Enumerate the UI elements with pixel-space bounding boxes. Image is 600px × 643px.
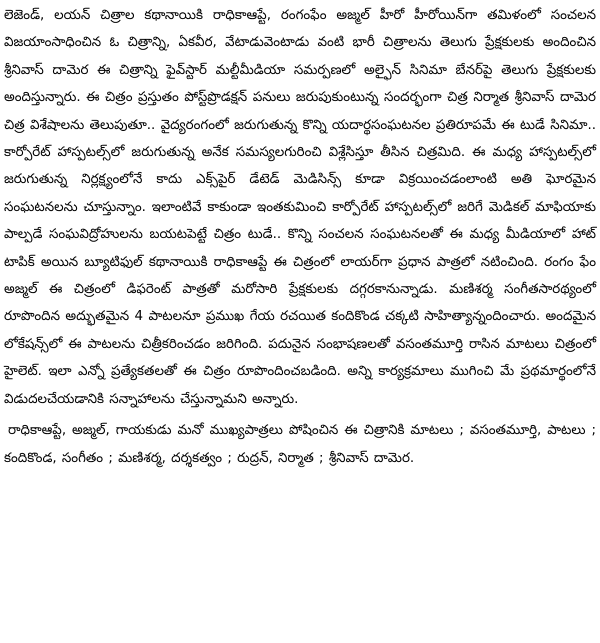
article-paragraph-credits: రాధికాఆప్టే, అజ్మల్, గాయకుడు మనో ముఖ్యపాత్రలు పోషించిన ఈ చిత్రానికి మాటలు ; వసంతమూర్తి, పాటలు ; కందికొండ, సంగీతం ; మణిశర్మ, దర్శకత్వం ; రుద్రన్, నిర్మాత ; శ్రీనివాస్ దామెర. [4, 423, 596, 466]
article-paragraph-main: లెజెండ్, లయన్ చిత్రాల కథానాయికి రాధికాఆప్టే, రంగంఫేం అజ్మల్ హీరో హీరోయిన్‌గా తమిళంలో సంచలన విజయాంసాధించిన ఓ చిత్రాన్ని, ఏకవీర, వేటాడువెంటాడు వంటి భారీ చిత్రాలను తెలుగు ప్రేక్షకులకు అందించిన శ్రీనివాస్ దామెర ఈ చిత్రాన్ని ఫైవ్‌స్టార్ మల్టీమీడియా సమర్పణలో అల్ఫైన్ సినిమా బేనర్‌పై తెలుగు ప్రేక్షకులకు అందిస్తున్నారు. ఈ చిత్రం ప్రస్తుతం పోస్ట్‌ప్రొడక్షన్ పనులు జరుపుకుంటున్న సందర్భంగా చిత్ర నిర్మాత శ్రీనివాస్ దామెర చిత్ర విశేషాలను తెలుపుతూ.. వైద్యరంగంలో జరుగుతున్న కొన్ని యదార్థసంఘటనల ప్రతిరూపమే ఈ టుడే సినిమా.. కార్పోరేట్ హాస్పటల్స్‌లో జరుగుతున్న అనేక సమస్యలగురించి విశ్లేసిస్తూ తీసిన చిత్రమిది. ఈ మధ్య హాస్పటల్స్‌లో జరుగుతున్న నిర్లక్ష్యంలోనే కాదు ఎక్స్‌పైర్ డేటెడ్ మెడిసిన్స్ కూడా విక్రయించడంలాంటి అతి ఘోరమైన సంఘటనలను చూస్తున్నాం. ఇలాంటివే కాకుండా ఇంతకుమించి కార్పోరేట్ హాస్పటల్స్‌లో జరిగే మెడికల్ మాఫియాకు పాల్పడే సంఘవిద్రోహులను బయటపెట్టే చిత్రం టుడే.. కొన్ని సంచలన సంఘటనలతో ఈ మధ్య మీడియాలో హాట్ టాపిక్ అయిన బ్యూటిఫుల్ కథానాయికి రాధికాఆప్టే ఈ చిత్రంలో లాయర్‌గా ప్రధాన పాత్రలో నటించింది. రంగం ఫేం అజ్మల్ ఈ చిత్రంలో డిఫరెంట్ పాత్రతో మరోసారి ప్రేక్షకులకు దగ్గరకానున్నాడు. మణిశర్మ సంగీతసారథ్యంలో రూపొందిన అద్భుతమైన 4 పాటలనూ ప్రముఖ గేయ రచయిత కందికొండ చక్కటి సాహిత్యాన్నందించారు. అందమైన లోకేషన్స్‌లో ఈ పాటలను చిత్రీకరించడం జరిగింది. పదునైన సంభాషణలతో వసంతమూర్తి రాసిన మాటలు చిత్రంలో హైలెట్. ఇలా ఎన్నో ప్రత్యేకతలతో ఈ చిత్రం రూపొందించబడింది. అన్ని కార్యక్రమాలు ముగించి మే ప్రథమార్థంలోనే విడుదలచేయడానికి సన్నాహాలను చేస్తున్నామని అన్నారు. [4, 8, 596, 407]
